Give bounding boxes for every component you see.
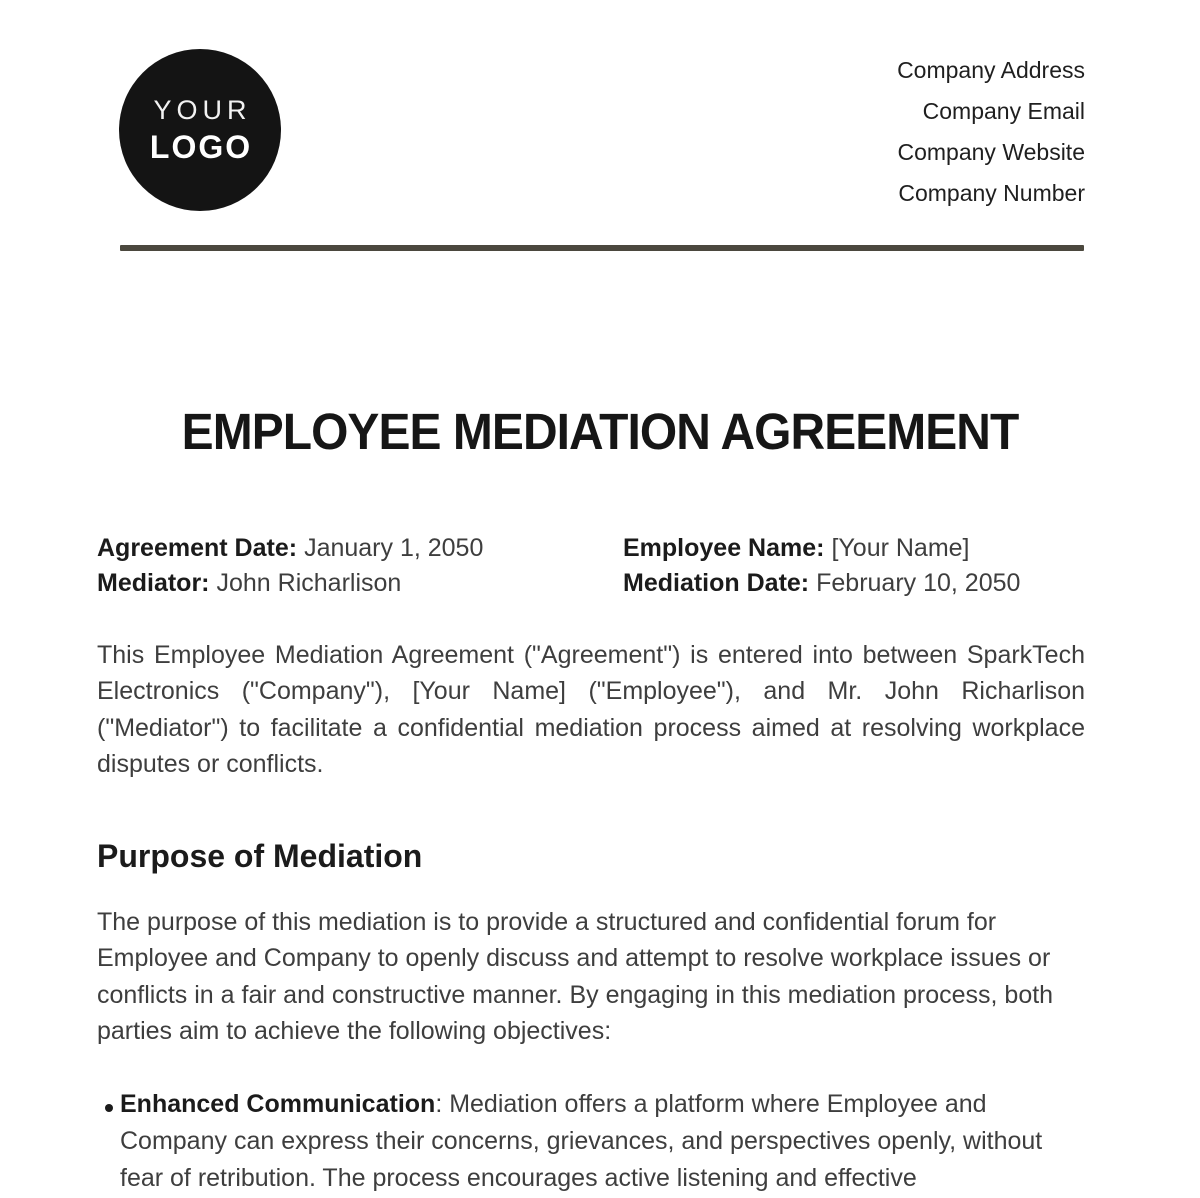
agreement-meta-right-column [623, 531, 1020, 601]
meta-employee-name [623, 531, 1020, 566]
meta-agreement-date-value: January 1, 2050 [304, 534, 484, 562]
meta-agreement-date-label: Agreement Date: [97, 534, 298, 562]
company-logo [119, 49, 281, 211]
intro-paragraph: This Employee Mediation Agreement ("Agreement") is entered into between SparkTech Electronics ("Company"), [Your Name] ("Employee"), and Mr. John Richarlison ("Mediator") to facilitate a confidential mediation process aimed at resolving workplace disputes or conflicts. [97, 641, 1085, 779]
logo-text-logo: LOGO [149, 128, 253, 165]
meta-mediation-date-label: Mediation Date: [623, 569, 810, 597]
meta-employee-name-label: Employee Name: [623, 534, 825, 562]
meta-agreement-date [97, 531, 483, 566]
logo-text-your: YOUR [153, 94, 252, 125]
meta-employee-name-value: [Your Name] [831, 534, 970, 562]
bullet-text-block [120, 1086, 1070, 1197]
meta-mediator [97, 566, 483, 601]
meta-mediation-date [623, 566, 1020, 601]
purpose-paragraph: The purpose of this mediation is to provide a structured and confidential forum for Employee and Company to openly discuss and attempt to resolve workplace issues or conflicts in a fair and constructive manner. By engaging in this mediation process, both parties aim to achieve the following objectives: [97, 908, 1054, 1046]
bullet-term: Enhanced Communication [120, 1090, 436, 1118]
bullet-item-enhanced-communication [97, 1086, 1070, 1197]
bullet-dot-icon [105, 1104, 113, 1112]
section-heading-purpose-of-mediation: Purpose of Mediation [97, 838, 423, 874]
bullet-first-line-rest: : Mediation offers a platform where Employee and [435, 1090, 987, 1118]
agreement-meta-left-column [97, 531, 483, 601]
bullet-continuation-lines: Company can express their concerns, grievances, and perspectives openly, without fear of retribution. The process encourages active listening and effective [120, 1127, 1043, 1192]
meta-mediator-value: John Richarlison [216, 569, 402, 597]
bullet-first-line [120, 1086, 1070, 1123]
header-divider-rule [120, 245, 1084, 251]
meta-mediation-date-value: February 10, 2050 [816, 569, 1021, 597]
document-title: EMPLOYEE MEDIATION AGREEMENT [181, 403, 1019, 460]
company-contact-block: Company Address Company Email Company Website Company Number [897, 57, 1085, 206]
meta-mediator-label: Mediator: [97, 569, 210, 597]
